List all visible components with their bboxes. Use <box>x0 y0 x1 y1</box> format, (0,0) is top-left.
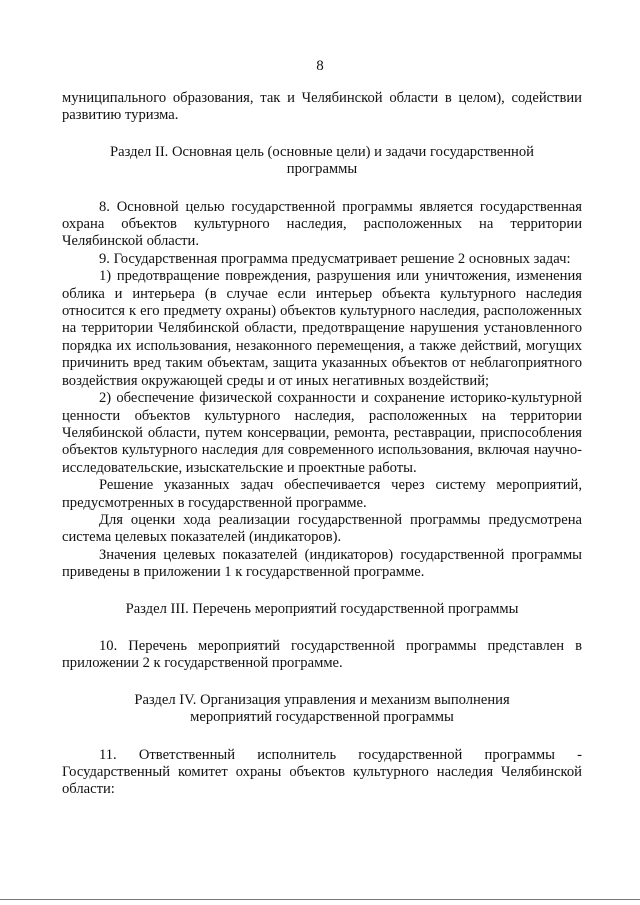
paragraph-solution: Решение указанных задач обеспечивается через систему мероприятий, предусмотренных в государственной программе. <box>62 477 582 511</box>
paragraph-10: 10. Перечень мероприятий государственной программы представлен в приложении 2 к государственной программе. <box>62 637 582 672</box>
section-heading-3: Раздел III. Перечень мероприятий государственной программы <box>125 600 519 617</box>
paragraph-9: 9. Государственная программа предусматривает решение 2 основных задач: <box>99 250 571 267</box>
section-heading-4: Раздел IV. Организация управления и механизм выполнения мероприятий государственной программы <box>134 691 510 726</box>
paragraph-assessment: Для оценки хода реализации государственной программы предусмотрена система целевых показателей (индикаторов). <box>62 511 582 546</box>
page-number: 8 <box>316 58 324 74</box>
task-1: 1) предотвращение повреждения, разрушения или уничтожения, изменения облика и интерьера (в случае если интерьер объекта культурного наследия относится к его предмету охраны) объектов культурного наследия, расположенных на территории Челябинской области, предотвращение нарушения установленного порядка их использования, незаконного перемещения, а также действий, могущих причинить вред таким объектам, защита указанных объектов от неблагоприятного воздействия окружающей среды и от иных негативных воздействий; <box>62 268 582 389</box>
task-2: 2) обеспечение физической сохранности и сохранение историко-культурной ценности объектов культурного наследия, расположенных на территории Челябинской области, путем консервации, ремонта, реставрации, приспособления объектов культурного наследия для современного использования, включая научно-исследовательские, изыскательские и проектные работы. <box>62 390 582 476</box>
scan-bottom-edge <box>0 899 640 900</box>
paragraph-11: 11. Ответственный исполнитель государственной программы - Государственный комитет охраны объектов культурного наследия Челябинской области: <box>62 746 582 798</box>
section-heading-2: Раздел II. Основная цель (основные цели) и задачи государственной программы <box>110 143 534 178</box>
paragraph-intro: муниципального образования, так и Челябинской области в целом), содействии развитию туризма. <box>62 90 582 124</box>
paragraph-values: Значения целевых показателей (индикаторов) государственной программы приведены в приложении 1 к государственной программе. <box>62 546 582 581</box>
document-body <box>62 90 582 799</box>
paragraph-8: 8. Основной целью государственной программы является государственная охрана объектов культурного наследия, расположенных на территории Челябинской области. <box>62 198 582 250</box>
